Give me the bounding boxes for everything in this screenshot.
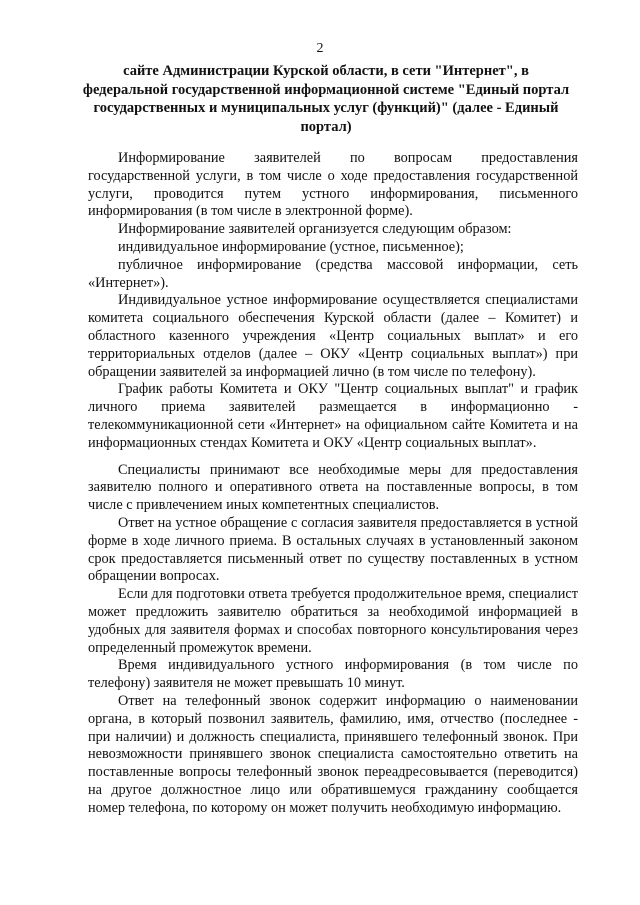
paragraph: Если для подготовки ответа требуется продолжительное время, специалист может предложить заявителю обратиться за необходимой информацией в удобных для заявителя формах и способах повторного консультирования через определенный промежуток времени. (88, 586, 578, 656)
paragraph: График работы Комитета и ОКУ "Центр социальных выплат" и график личного приема заявителей размещается в информационно - телекоммуникационной сети «Интернет» на официальном сайте Комитета и на информационных стендах Комитета и ОКУ «Центр социальных выплат». (88, 381, 578, 451)
paragraph: Время индивидуального устного информирования (в том числе по телефону) заявителя не может превышать 10 минут. (88, 657, 578, 692)
paragraph: Специалисты принимают все необходимые меры для предоставления заявителю полного и оперативного ответа на поставленные вопросы, в том числе с привлечением иных компетентных специалистов. (88, 461, 578, 514)
paragraph: Индивидуальное устное информирование осуществляется специалистами комитета социального обеспечения Курской области (далее – Комитет) и областного казенного учреждения «Центр социальных выплат» и его территориальных отделов (далее – ОКУ «Центр социальных выплат») при обращении заявителей за информацией лично (в том числе по телефону). (88, 292, 578, 380)
paragraph: Ответ на устное обращение с согласия заявителя предоставляется в устной форме в ходе личного приема. В остальных случаях в установленный законом срок предоставляется письменный ответ по существу поставленных в устном обращении вопросах. (88, 514, 578, 585)
paragraph: публичное информирование (средства массовой информации, сеть «Интернет»). (88, 256, 578, 291)
paragraph: индивидуальное информирование (устное, письменное); (118, 238, 464, 255)
document-body (88, 150, 578, 817)
paragraph: Ответ на телефонный звонок содержит информацию о наименовании органа, в который позвонил заявитель, фамилию, имя, отчество (последнее - при наличии) и должность специалиста, принявшего телефонный звонок. При невозможности принявшего звонок специалиста самостоятельно ответить на поставленные вопросы телефонный звонок переадресовывается (переводится) на другое должностное лицо или обратившемуся гражданину сообщается номер телефона, по которому он может получить необходимую информацию. (88, 692, 578, 816)
page-number: 2 (316, 41, 324, 56)
paragraph: Информирование заявителей организуется следующим образом: (118, 221, 512, 238)
paragraph: Информирование заявителей по вопросам предоставления государственной услуги, в том числе о ходе предоставления государственной услуги, проводится путем устного информирования, письменного информирования (в том числе в электронной форме). (88, 150, 578, 220)
section-heading: сайте Администрации Курской области, в сети "Интернет", в федеральной государственной информационной системе "Единый портал государственных и муниципальных услуг (функций)" (далее - Единый портал) (82, 63, 570, 135)
